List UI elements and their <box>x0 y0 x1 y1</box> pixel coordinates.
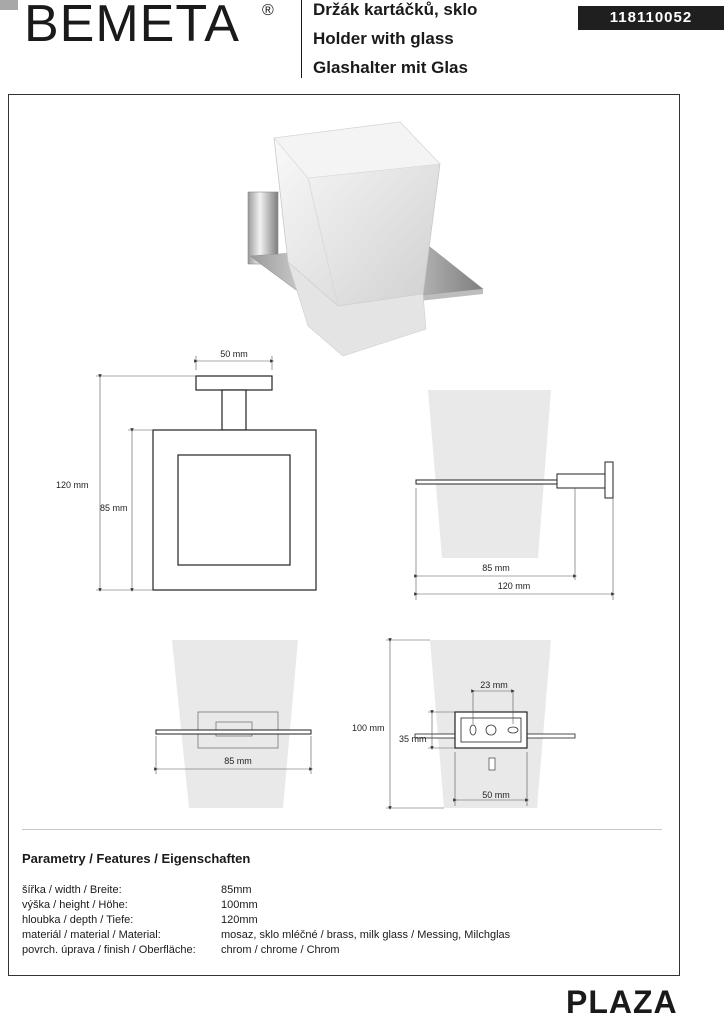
dim-hole-spacing: 23 mm <box>480 680 508 690</box>
title-de: Glashalter mit Glas <box>313 58 468 77</box>
spec-label-width: šířka / width / Breite: <box>22 884 122 896</box>
title-separator <box>301 0 302 78</box>
title-en: Holder with glass <box>313 29 454 48</box>
technical-drawing <box>8 94 680 834</box>
spec-value-width: 85mm <box>221 884 252 896</box>
front-view <box>153 376 316 590</box>
rear-view <box>415 640 575 808</box>
product-code: 118110052 <box>578 6 724 30</box>
dim-bottom-width: 85 mm <box>224 756 252 766</box>
spec-label-finish: povrch. úprava / finish / Oberfläche: <box>22 944 196 956</box>
brand-logo: BEMETA <box>24 0 240 53</box>
spec-label-height: výška / height / Höhe: <box>22 899 128 911</box>
features-divider <box>22 829 662 830</box>
logo-mark <box>0 0 18 10</box>
series-name: PLAZA <box>566 984 678 1020</box>
bottom-view <box>156 640 311 808</box>
dim-top-width: 50 mm <box>220 349 248 359</box>
product-photo <box>248 122 483 356</box>
dim-rear-plate-width: 50 mm <box>482 790 510 800</box>
spec-label-depth: hloubka / depth / Tiefe: <box>22 914 134 926</box>
spec-value-finish: chrom / chrome / Chrom <box>221 944 340 956</box>
dim-side-120: 120 mm <box>497 581 531 591</box>
dim-front-height: 85 mm <box>100 503 128 513</box>
title-cs: Držák kartáčků, sklo <box>313 0 478 19</box>
dim-total-height: 120 mm <box>56 480 89 490</box>
spec-value-depth: 120mm <box>221 914 258 926</box>
dim-rear-plate-height: 35 mm <box>399 734 427 744</box>
spec-value-material: mosaz, sklo mléčné / brass, milk glass / Messing, Milchglas <box>221 929 511 941</box>
spec-label-material: materiál / material / Material: <box>22 929 161 941</box>
dim-rear-height: 100 mm <box>352 723 385 733</box>
spec-value-height: 100mm <box>221 899 258 911</box>
dim-side-85: 85 mm <box>482 563 510 573</box>
registered-mark: ® <box>262 2 274 19</box>
side-view <box>416 390 613 558</box>
features-heading: Parametry / Features / Eigenschaften <box>22 851 251 866</box>
